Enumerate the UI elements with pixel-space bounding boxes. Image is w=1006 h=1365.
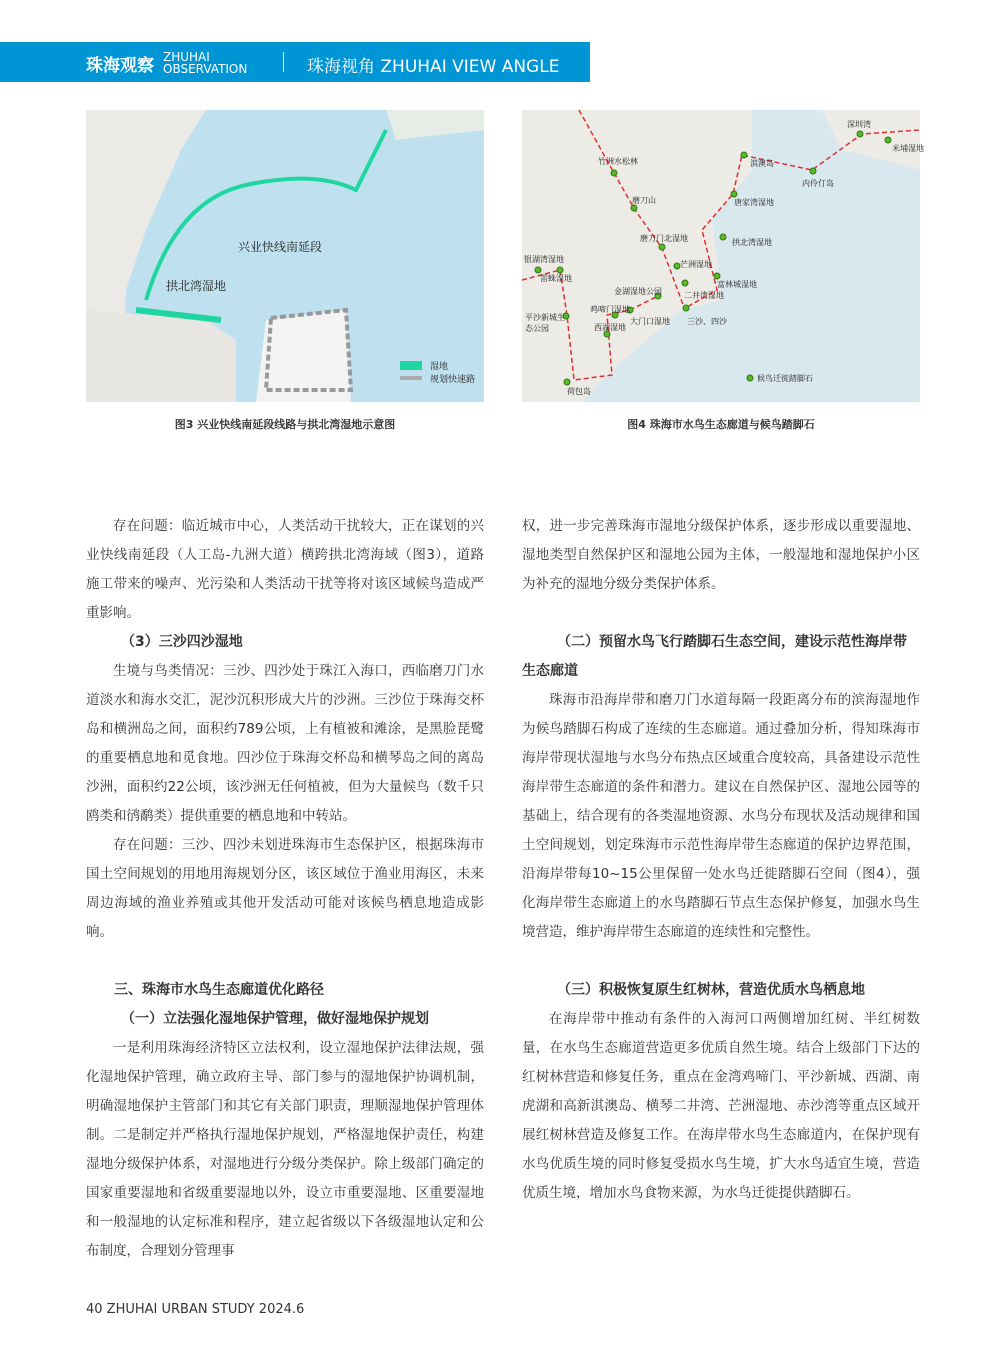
- column-title: 珠海视角 ZHUHAI VIEW ANGLE: [307, 57, 560, 77]
- section-title: 珠海观察: [86, 56, 154, 76]
- paragraph: 存在问题：三沙、四沙未划进珠海市生态保护区，根据珠海市国土空间规划的用地用海规划分区，该区域位于渔业用海区，未来周边海域的渔业养殖或其他开发活动可能对该候鸟栖息地造成影响。: [86, 837, 484, 940]
- figure-4-graphic: [522, 110, 920, 402]
- legend-wetland: 湿地: [430, 362, 449, 372]
- map-label: 唐家湾湿地: [734, 198, 774, 207]
- heading: （三）积极恢复原生红树林，营造优质水鸟栖息地: [557, 982, 865, 998]
- figure-4-caption: 图4 珠海市水鸟生态廊道与候鸟踏脚石: [627, 418, 815, 431]
- paragraph: 权，进一步完善珠海市湿地分级保护体系，逐步形成以重要湿地、湿地类型自然保护区和湿地公园为主体，一般湿地和湿地保护小区为补充的湿地分级分类保护体系。: [522, 518, 920, 592]
- map-label: 鸡啼门湿地: [590, 305, 630, 314]
- map-label: 二井湾湿地: [684, 291, 724, 300]
- spacer: [86, 947, 484, 976]
- map-label: 雷蛛湿地: [540, 274, 572, 283]
- map-label: 富林城湿地: [717, 280, 757, 289]
- map-label: 淇澳岛: [750, 159, 774, 168]
- map-label: 深圳湾: [847, 120, 871, 129]
- map-label: 兴业快线南延段: [238, 240, 323, 254]
- figure-3-map: [86, 110, 484, 402]
- map-label: 金湖湿地公园: [614, 287, 662, 296]
- right-column: [522, 512, 920, 1208]
- map-label: 大门口湿地: [630, 317, 670, 326]
- paragraph: 存在问题：临近城市中心，人类活动干扰较大，正在谋划的兴业快线南延段（人工岛-九洲大道）横跨拱北湾海域（图3），道路施工带来的噪声、光污染和人类活动干扰等将对该区域候鸟造成严重影响。: [86, 518, 484, 621]
- heading: （一）立法强化湿地保护管理，做好湿地保护规划: [121, 1011, 429, 1027]
- map-label: 拱北湾湿地: [732, 238, 772, 247]
- heading: （二）预留水鸟飞行踏脚石生态空间，建设示范性海岸带生态廊道: [522, 634, 907, 679]
- heading: （3）三沙四沙湿地: [121, 634, 243, 650]
- page-footer: 40 ZHUHAI URBAN STUDY 2024.6: [86, 1302, 305, 1317]
- left-column: [86, 512, 484, 1266]
- map-label: 三沙、四沙: [687, 317, 727, 326]
- map-label: 荷包岛: [567, 387, 591, 396]
- map-label: 西湖湿地: [594, 323, 626, 332]
- figure-3-graphic: [86, 110, 484, 402]
- map-label: 平沙新城生态公园: [525, 313, 565, 333]
- map-label: 内伶仃岛: [802, 179, 834, 188]
- paragraph: 在海岸带中推动有条件的入海河口两侧增加红树、半红树数量，在水鸟生态廊道营造更多优质自然生境。结合上级部门下达的红树林营造和修复任务，重点在金湾鸡啼门、平沙新城、西湖、南虎湖和高新淇澳岛、横琴二井湾、芒洲湿地、赤沙湾等重点区域开展红树林营造及修复工作。在海岸带水鸟生态廊道内，在保护现有水鸟优质生境的同时修复受损水鸟生境，扩大水鸟适宜生境，营造优质生境，增加水鸟食物来源，为水鸟迁徙提供踏脚石。: [522, 1011, 920, 1201]
- section-en-line1: ZHUHAI: [163, 50, 210, 64]
- legend-stepping-stone: 候鸟迁徙踏脚石: [757, 374, 813, 383]
- map-label: 竹洲水松林: [598, 157, 638, 166]
- figure-3-caption: 图3 兴业快线南延段线路与拱北湾湿地示意图: [174, 418, 396, 431]
- paragraph: 珠海市沿海岸带和磨刀门水道每隔一段距离分布的滨海湿地作为候鸟踏脚石构成了连续的生态廊道。通过叠加分析，得知珠海市海岸带现状湿地与水鸟分布热点区域重合度较高，具备建设示范性海岸带生态廊道的条件和潜力。建议在自然保护区、湿地公园等的基础上，结合现有的各类湿地资源、水鸟分布现状及活动规律和国土空间规划，划定珠海市示范性海岸带生态廊道的保护边界范围，沿海岸带每10~15公里保留一处水鸟迁徙踏脚石空间（图4），强化海岸带生态廊道上的水鸟踏脚石节点生态保护修复，加强水鸟生境营造，维护海岸带生态廊道的连续性和完整性。: [522, 692, 920, 940]
- spacer: [522, 599, 920, 628]
- map-label: 拱北湾湿地: [166, 279, 227, 293]
- paragraph: 一是利用珠海经济特区立法权利，设立湿地保护法律法规，强化湿地保护管理，确立政府主导、部门参与的湿地保护协调机制，明确湿地保护主管部门和其它有关部门职责，理顺湿地保护管理体制。二是制定并严格执行湿地保护规划，严格湿地保护责任，构建湿地分级保护体系，对湿地进行分级分类保护。除上级部门确定的国家重要湿地和省级重要湿地以外，设立市重要湿地、区重要湿地和一般湿地的认定标准和程序，建立起省级以下各级湿地认定和公布制度，合理划分管理事: [86, 1040, 484, 1259]
- map-label: 磨刀山: [632, 196, 656, 205]
- map-label: 磨刀门北湿地: [640, 234, 688, 243]
- header-band: [0, 42, 590, 82]
- heading: 三、珠海市水鸟生态廊道优化路径: [114, 982, 324, 998]
- paragraph: 生境与鸟类情况：三沙、四沙处于珠江入海口，西临磨刀门水道淡水和海水交汇，泥沙沉积形成大片的沙洲。三沙位于珠海交杯岛和横洲岛之间，面积约789公顷，上有植被和滩涂，是黑脸琵鹭的重要栖息地和觅食地。四沙位于珠海交杯岛和横琴岛之间的离岛沙洲，面积约22公顷，该沙洲无任何植被，但为大量候鸟（数千只鸥类和鸻鹬类）提供重要的栖息地和中转站。: [86, 663, 484, 824]
- figure-4-map: [522, 110, 924, 402]
- spacer: [522, 947, 920, 976]
- legend-route: 规划快速路: [430, 375, 476, 385]
- map-label: 芒洲湿地: [680, 260, 712, 269]
- section-title-en: [163, 51, 247, 75]
- header-divider: [283, 52, 284, 72]
- map-label: 米埔湿地: [892, 144, 924, 153]
- section-en-line2: OBSERVATION: [163, 62, 248, 76]
- map-label: 银湖湾湿地: [524, 255, 564, 264]
